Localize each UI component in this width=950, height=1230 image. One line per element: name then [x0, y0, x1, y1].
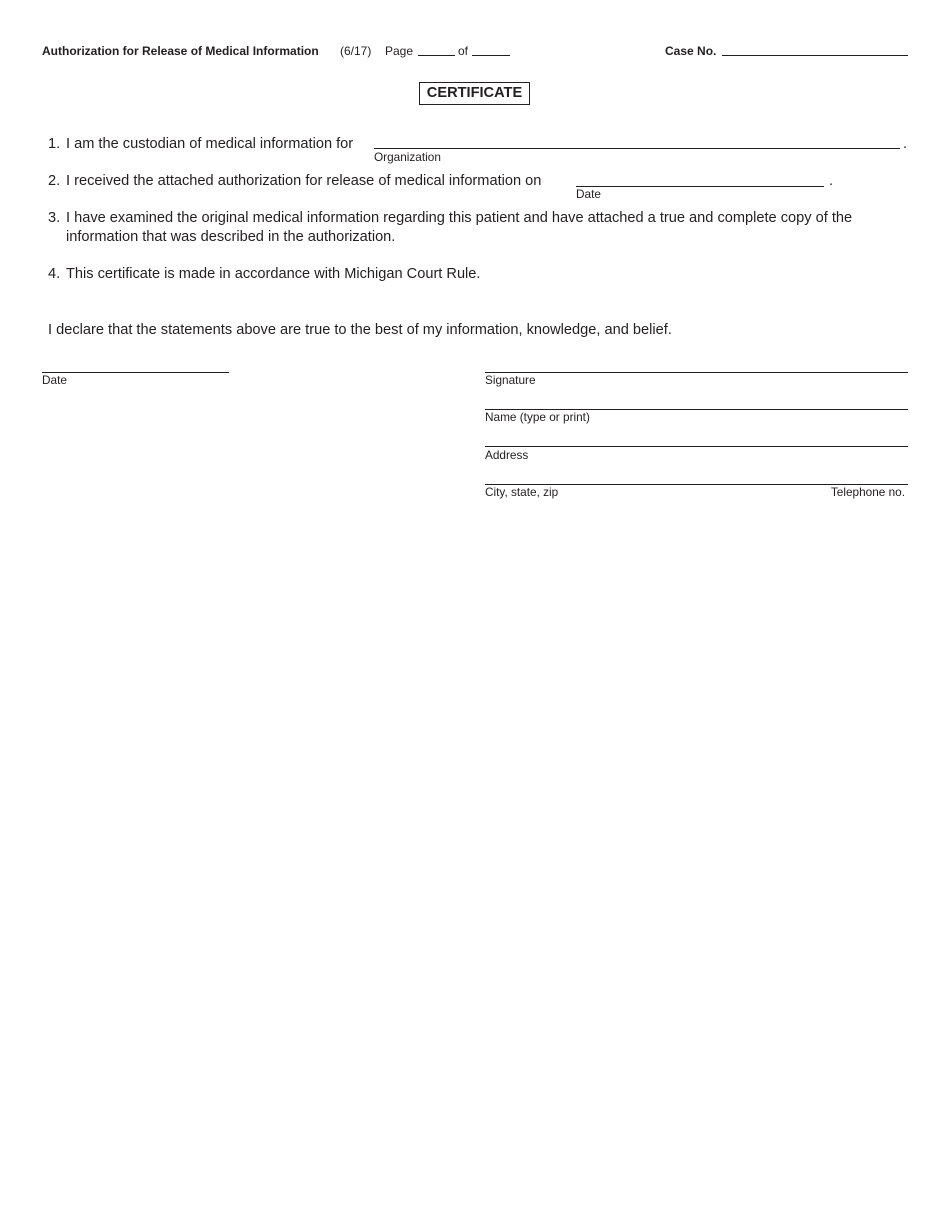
date-signed-caption: Date	[42, 373, 67, 387]
page-total-field[interactable]	[472, 55, 510, 56]
form-title: Authorization for Release of Medical Information	[42, 44, 319, 58]
item-3-number: 3.	[48, 210, 61, 226]
item-1-number: 1.	[48, 136, 61, 152]
item-3-text-line1: I have examined the original medical information regarding this patient and have attached a true and complete copy of the	[66, 210, 853, 226]
telephone-caption: Telephone no.	[830, 485, 905, 499]
item-4-number: 4.	[48, 266, 61, 282]
organization-caption: Organization	[374, 150, 441, 164]
page-label: Page	[385, 44, 414, 58]
received-date-field[interactable]	[576, 186, 824, 187]
city-state-zip-caption: City, state, zip	[485, 485, 559, 499]
item-2-period: .	[829, 173, 834, 189]
item-2-number: 2.	[48, 173, 61, 189]
form-version: (6/17)	[340, 44, 372, 58]
item-1-text: I am the custodian of medical information for	[66, 136, 354, 152]
address-field[interactable]	[485, 446, 908, 447]
name-caption: Name (type or print)	[485, 410, 590, 424]
item-3-text-line2: information that was described in the authorization.	[66, 229, 396, 245]
of-label: of	[458, 44, 469, 58]
page-number-field[interactable]	[418, 55, 455, 56]
certificate-title: CERTIFICATE	[419, 82, 530, 105]
case-number-field[interactable]	[722, 55, 908, 56]
signature-field[interactable]	[485, 372, 908, 373]
item-2-text: I received the attached authorization for release of medical information on	[66, 173, 542, 189]
item-1-period: .	[903, 136, 908, 152]
case-number-label: Case No.	[665, 44, 717, 58]
declaration-text: I declare that the statements above are true to the best of my information, knowledge, and belief.	[48, 322, 672, 338]
received-date-caption: Date	[576, 187, 601, 201]
signature-caption: Signature	[485, 373, 536, 387]
item-4-text: This certificate is made in accordance with Michigan Court Rule.	[66, 266, 481, 282]
date-signed-field[interactable]	[42, 372, 229, 373]
organization-field[interactable]	[374, 148, 900, 149]
address-caption: Address	[485, 448, 529, 462]
